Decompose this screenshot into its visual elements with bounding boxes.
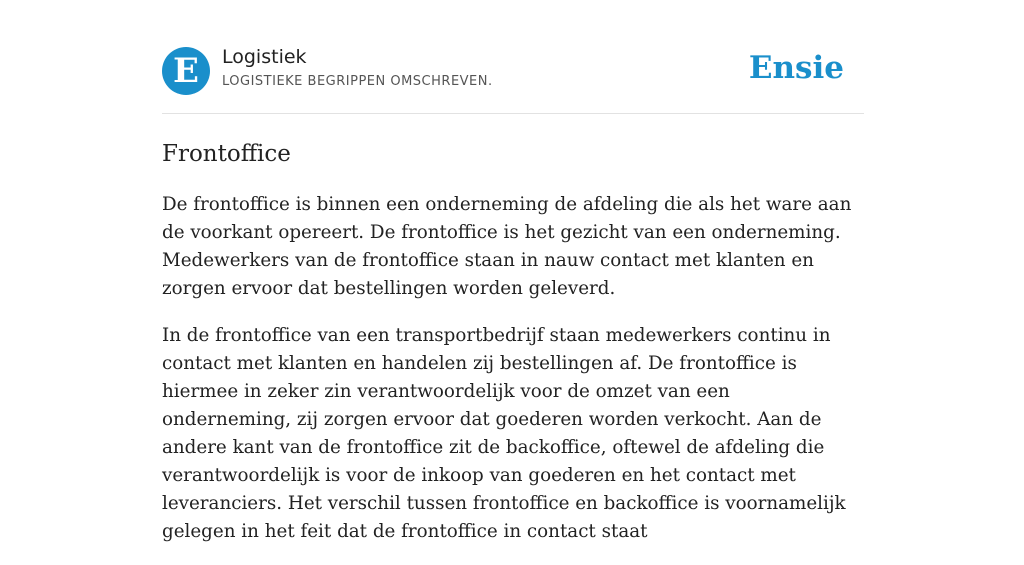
article-paragraph: De frontoffice is binnen een onderneming de afdeling die als het ware aan de voorkant opereert. De frontoffice is het gezicht van een onderneming. Medewerkers van de frontoffice staan in nauw contact met klanten en zorgen ervoor dat bestellingen worden geleverd. bbox=[162, 194, 852, 299]
article-title: Frontoffice bbox=[162, 141, 291, 167]
article-body bbox=[162, 191, 864, 546]
site-logo-icon[interactable]: E bbox=[162, 47, 210, 95]
site-header bbox=[162, 0, 864, 114]
content-column bbox=[162, 0, 864, 565]
site-name[interactable]: Logistiek bbox=[222, 46, 307, 68]
article-paragraph: In de frontoffice van een transportbedrijf staan medewerkers continu in contact met klanten en handelen zij bestellingen af. De frontoffice is hiermee in zeker zin verantwoordelijk voor de omzet van een onderneming, zij zorgen ervoor dat goederen worden verkocht. Aan de andere kant van de frontoffice zit de backoffice, oftewel de afdeling die verantwoordelijk is voor de inkoop van goederen en het contact met leveranciers. Het verschil tussen frontoffice en backoffice is voornamelijk gelegen in het feit dat de frontoffice in contact staat bbox=[162, 325, 846, 542]
site-tagline: LOGISTIEKE BEGRIPPEN OMSCHREVEN. bbox=[222, 74, 493, 89]
ensie-brand-link[interactable]: Ensie bbox=[748, 50, 844, 86]
